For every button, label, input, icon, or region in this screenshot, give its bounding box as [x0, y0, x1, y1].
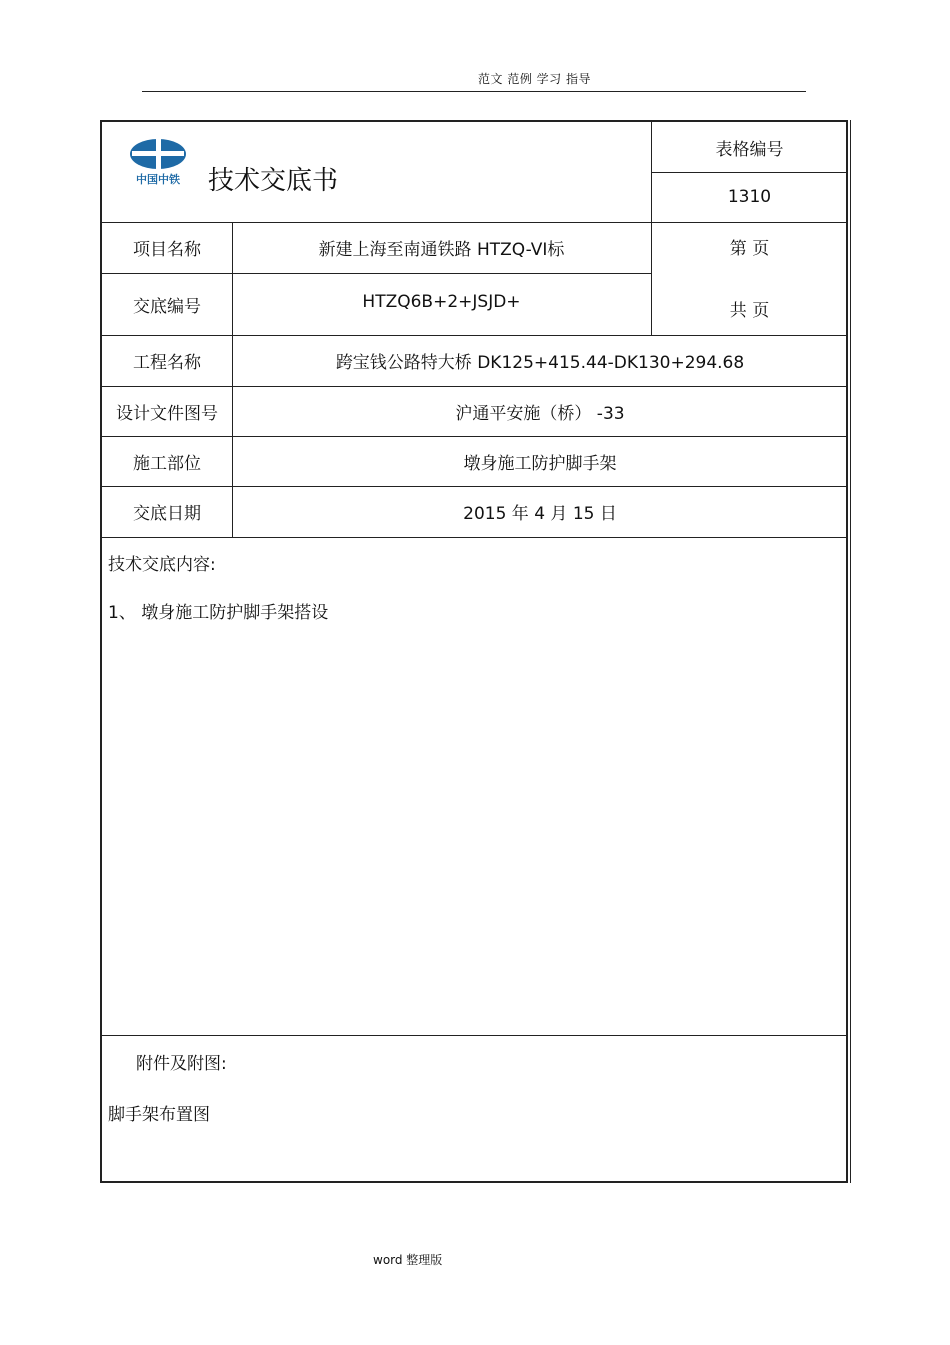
crec-logo-icon: [126, 138, 190, 188]
design-drawing-number-value: 沪通平安施（桥） -33: [455, 403, 625, 424]
total-pages-label: 共 页: [729, 300, 770, 321]
project-name-value: 新建上海至南通铁路 HTZQ-VI标: [318, 240, 565, 260]
page-footer-text: word 整理版: [373, 1253, 443, 1267]
disclosure-date-value: 2015 年 4 月 15 日: [463, 504, 617, 524]
design-drawing-number-label: 设计文件图号: [116, 403, 218, 424]
table-number-label: 表格编号: [715, 139, 784, 160]
logo-text: 中国中铁: [136, 173, 180, 186]
page-number-label: 第 页: [729, 238, 770, 259]
engineering-name-value: 跨宝钱公路特大桥 DK125+415.44-DK130+294.68: [335, 353, 745, 373]
disclosure-date-label: 交底日期: [133, 504, 201, 524]
engineering-name-label: 工程名称: [133, 353, 201, 373]
technical-disclosure-form: [100, 120, 848, 1183]
form-title: 技术交底书: [208, 166, 339, 196]
header-divider: [142, 91, 806, 92]
project-name-label: 项目名称: [133, 240, 201, 260]
disclosure-number-label: 交底编号: [133, 296, 201, 317]
table-number-value: 1310: [727, 187, 772, 207]
attachment-item: 脚手架布置图: [108, 1104, 210, 1125]
construction-part-value: 墩身施工防护脚手架: [463, 453, 617, 474]
content-heading: 技术交底内容:: [108, 554, 216, 575]
content-item-1: 1、 墩身施工防护脚手架搭设: [108, 602, 329, 623]
horizontal-divider-attachment: [102, 1035, 848, 1036]
construction-part-label: 施工部位: [133, 453, 201, 474]
horizontal-divider-content: [102, 537, 848, 538]
page-header-text: 范文 范例 学习 指导: [478, 72, 591, 86]
disclosure-number-value: HTZQ6B+2+JSJD+: [362, 292, 521, 312]
attachment-heading: 附件及附图:: [136, 1053, 227, 1074]
